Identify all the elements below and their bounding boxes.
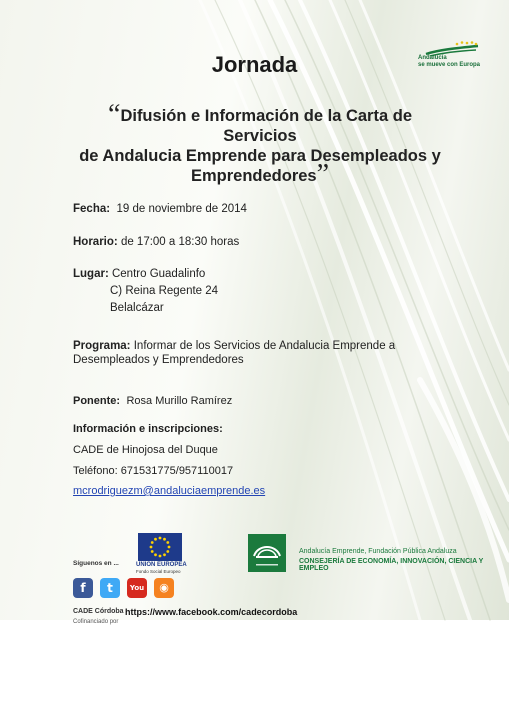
ponente-value: Rosa Murillo Ramírez xyxy=(126,395,233,407)
facebook-icon[interactable]: f xyxy=(73,578,93,598)
horario-value: de 17:00 a 18:30 horas xyxy=(120,236,240,248)
open-quote: “ xyxy=(108,99,121,130)
lugar-line1: Centro Guadalinfo xyxy=(111,268,206,280)
facebook-url-link[interactable]: https://www.facebook.com/cadecordoba xyxy=(125,607,298,617)
andalucia-logo-line2: se mueve con Europa xyxy=(418,61,481,68)
andalucia-logo-line1: Andalucía xyxy=(418,55,447,61)
subtitle-line2: de Andalucia Emprende para Desempleados y xyxy=(79,147,441,165)
eu-subtitle: Fondo Social Europeo xyxy=(136,569,181,574)
fecha-row xyxy=(73,203,247,215)
lugar-line3: Belalcázar xyxy=(110,302,164,314)
fecha-label: Fecha: xyxy=(73,203,111,215)
page-title: Jornada xyxy=(211,52,298,77)
twitter-icon[interactable]: t xyxy=(100,578,120,598)
ponente-label: Ponente: xyxy=(73,395,121,407)
eu-flag-icon xyxy=(138,533,182,561)
programa-label: Programa: xyxy=(73,340,131,352)
lugar-row xyxy=(73,268,205,280)
siguenos-label: Síguenos en ... xyxy=(73,560,119,567)
programa-line1: Informar de los Servicios de Andalucia Emprende a xyxy=(133,340,396,352)
cofinanciado-label: Cofinanciado por xyxy=(73,619,119,625)
email-link[interactable]: mcrodriguezm@andaluciaemprende.es xyxy=(73,485,266,497)
info-org: CADE de Hinojosa del Duque xyxy=(73,444,218,456)
rss-icon[interactable]: ◉ xyxy=(154,578,174,598)
subtitle-line3: Emprendedores xyxy=(190,167,317,185)
programa-row xyxy=(73,340,395,352)
horario-label: Horario: xyxy=(73,236,118,248)
info-phone: Teléfono: 671531775/957110017 xyxy=(73,465,234,477)
subtitle-line1: Difusión e Información de la Carta de Servicios xyxy=(120,107,412,145)
programa-line2: Desempleados y Emprendedores xyxy=(73,354,244,366)
ponente-row xyxy=(73,395,232,407)
cade-label: CADE Córdoba xyxy=(73,608,124,615)
fecha-value: 19 de noviembre de 2014 xyxy=(116,203,247,215)
junta-line1: Andalucía Emprende, Fundación Pública Andaluza xyxy=(299,548,457,555)
horario-row xyxy=(73,236,239,248)
junta-andalucia-logo xyxy=(248,534,286,572)
event-subtitle xyxy=(70,99,450,190)
eu-title: UNIÓN EUROPEA xyxy=(136,562,187,568)
junta-line2: CONSEJERÍA DE ECONOMÍA, INNOVACIÓN, CIENCIA Y EMPLEO xyxy=(299,558,484,572)
lugar-label: Lugar: xyxy=(73,268,109,280)
youtube-icon[interactable]: You xyxy=(127,578,147,598)
lugar-line2: C) Reina Regente 24 xyxy=(110,285,219,297)
info-heading: Información e inscripciones: xyxy=(73,423,223,435)
close-quote: ” xyxy=(316,159,330,190)
